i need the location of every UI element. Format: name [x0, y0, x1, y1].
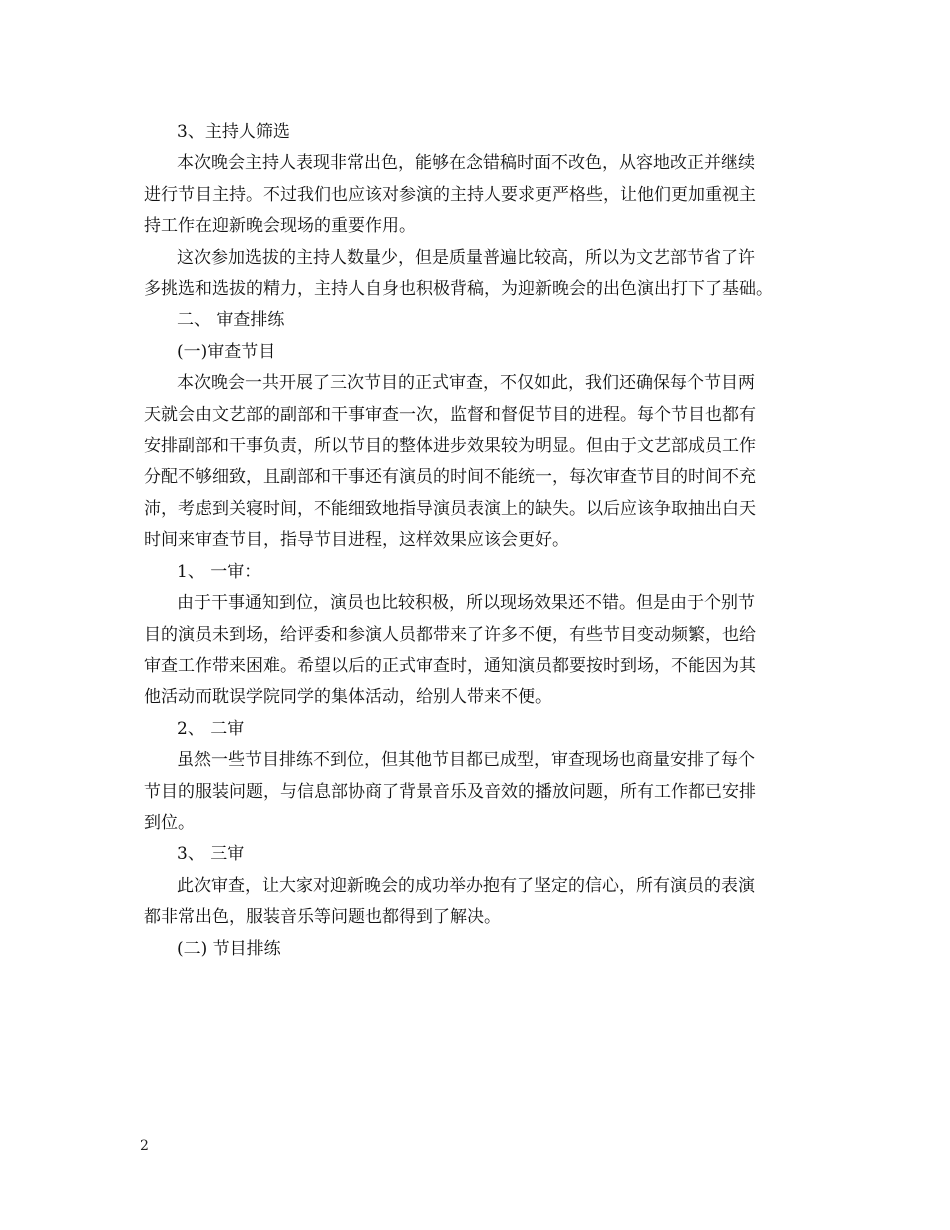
- text-line: 3、主持人筛选: [177, 122, 290, 142]
- text-line: 此次审查，让大家对迎新晚会的成功举办抱有了坚定的信心，所有演员的表演: [177, 875, 755, 896]
- text-line: 安排副部和干事负责，所以节目的整体进步效果较为明显。但由于文艺部成员工作: [144, 436, 756, 457]
- text-line: 他活动而耽误学院同学的集体活动，给别人带来不便。: [144, 687, 552, 708]
- text-line: 分配不够细致，且副部和干事还有演员的时间不能统一，每次审查节目的时间不充: [144, 467, 756, 488]
- text-line: 二、 审查排练: [177, 310, 285, 331]
- page-number: 2: [140, 1138, 149, 1154]
- text-line: 1、 一审：: [177, 561, 262, 582]
- text-line: (一)审查节目: [177, 341, 276, 362]
- text-line: 天就会由文艺部的副部和干事审查一次，监督和督促节目的进程。每个节目也都有: [144, 404, 756, 425]
- text-line: 本次晚会主持人表现非常出色，能够在念错稿时面不改色，从容地改正并继续: [177, 153, 755, 174]
- text-line: 审查工作带来困难。希望以后的正式审查时，通知演员都要按时到场，不能因为其: [144, 655, 756, 676]
- document-body: [144, 117, 804, 965]
- text-line: 都非常出色，服装音乐等问题也都得到了解决。: [144, 907, 501, 928]
- text-line: 多挑选和选拔的精力，主持人自身也积极背稿，为迎新晚会的出色演出打下了基础。: [144, 279, 773, 300]
- text-line: 3、 三审: [177, 844, 245, 865]
- text-line: (二) 节目排练: [177, 938, 281, 959]
- text-line: 2、 二审: [177, 718, 245, 739]
- text-line: 由于干事通知到位，演员也比较积极，所以现场效果还不错。但是由于个别节: [177, 593, 755, 614]
- text-line: 虽然一些节目排练不到位，但其他节目都已成型，审查现场也商量安排了每个: [177, 750, 755, 771]
- text-line: 持工作在迎新晚会现场的重要作用。: [144, 216, 416, 237]
- text-line: 这次参加选拔的主持人数量少，但是质量普遍比较高，所以为文艺部节省了许: [177, 247, 755, 268]
- text-line: 到位。: [144, 812, 195, 833]
- text-line: 目的演员未到场，给评委和参演人员都带来了许多不便，有些节目变动频繁，也给: [144, 624, 756, 645]
- text-line: 本次晚会一共开展了三次节目的正式审查，不仅如此，我们还确保每个节目两: [177, 373, 755, 394]
- text-line: 沛，考虑到关寝时间，不能细致地指导演员表演上的缺失。以后应该争取抽出白天: [144, 498, 756, 519]
- text-line: 时间来审查节目，指导节目进程，这样效果应该会更好。: [144, 530, 569, 551]
- text-line: 节目的服装问题，与信息部协商了背景音乐及音效的播放问题，所有工作都已安排: [144, 781, 756, 802]
- text-line: 进行节目主持。不过我们也应该对参演的主持人要求更严格些，让他们更加重视主: [144, 184, 756, 205]
